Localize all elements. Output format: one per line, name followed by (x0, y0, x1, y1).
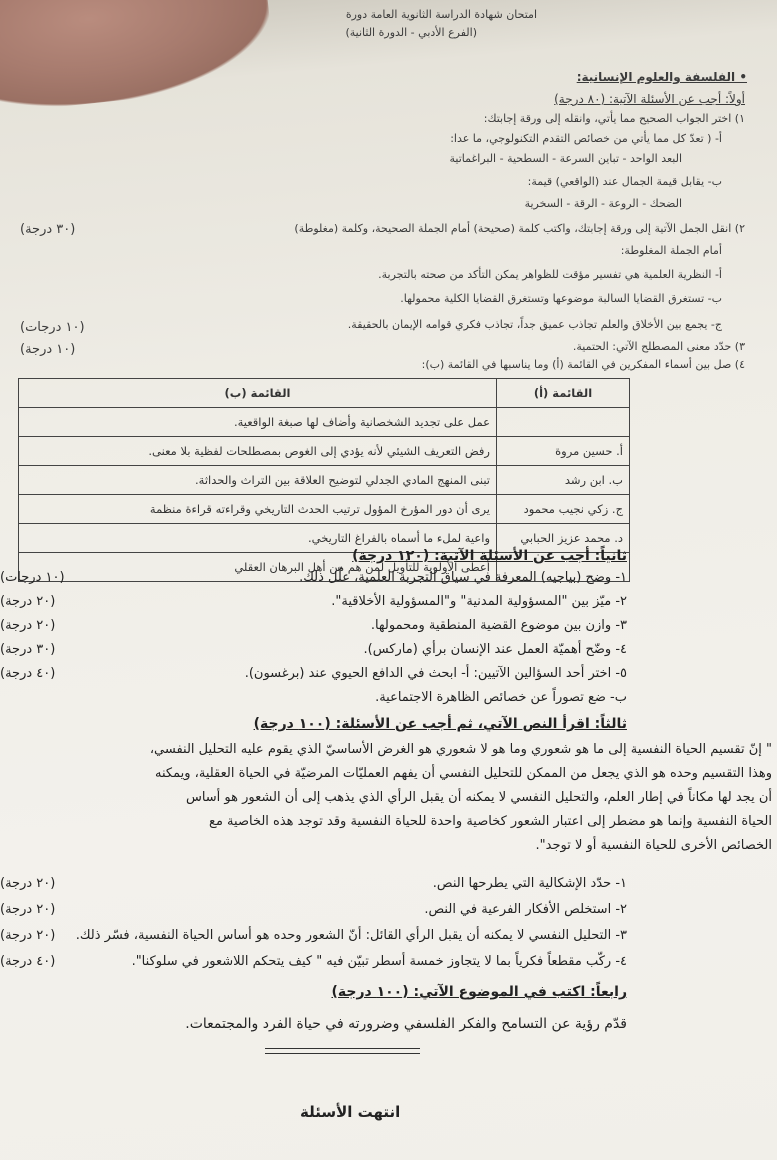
divider-line (265, 1048, 420, 1049)
table-cell-a: أ. حسين مروة (497, 437, 630, 466)
part2-item-5b: ب- ضع تصوراً عن خصائص الظاهرة الاجتماعية. (375, 690, 627, 705)
q2-item-c: ج- يجمع بين الأخلاق والعلم تجاذب عميق جداً، تجاذب فكري قوامه الإيمان بالحقيقة. (347, 318, 722, 331)
table-row (19, 466, 630, 495)
part3-question: ١- حدّد الإشكالية التي يطرحها النص. (432, 876, 627, 891)
table-cell-a (497, 408, 630, 437)
table-row (19, 437, 630, 466)
q3-text: ٣) حدّد معنى المصطلح الآتي: الحتمية. (572, 340, 745, 353)
part2-item-mark: (٤٠ درجة) (0, 666, 56, 681)
table-cell-a: ج. زكي نجيب محمود (497, 495, 630, 524)
table-row (19, 408, 630, 437)
q2-mark: (٣٠ درجة) (20, 222, 76, 237)
part4-title: رابعاً: اكتب في الموضوع الآتي: (١٠٠ درجة) (331, 984, 627, 1000)
part3-question-mark: (٢٠ درجة) (0, 928, 56, 943)
part1-title: أولاً: أجب عن الأسئلة الآتية: (٨٠ درجة) (554, 92, 745, 106)
table-cell-b: عمل على تجديد الشخصانية وأضاف لها صبغة الواقعية. (19, 408, 497, 437)
part2-item-mark: (٢٠ درجة) (0, 594, 56, 609)
q2-item-b: ب- تستغرق القضايا السالبة موضوعها وتستغرق القضايا الكلية محمولها. (400, 292, 722, 305)
part3-question-mark: (٤٠ درجة) (0, 954, 56, 969)
part2-item-mark: (٣٠ درجة) (0, 642, 56, 657)
table-header-b: القائمة (ب) (19, 379, 497, 408)
table-cell-a: ب. ابن رشد (497, 466, 630, 495)
q1a-text: أ- ( تعدّ كل مما يأتي من خصائص التقدم التكنولوجي، ما عدا: (450, 132, 722, 145)
q1b-text: ب- يقابل قيمة الجمال عند (الواقعي) قيمة: (527, 175, 722, 188)
table-cell-b: تبنى المنهج المادي الجدلي لتوضيح العلاقة بين التراث والحداثة. (19, 466, 497, 495)
part4-topic: قدّم رؤية عن التسامح والفكر الفلسفي وضرورته في حياة الفرد والمجتمعات. (185, 1016, 627, 1032)
passage-line: " إنّ تقسيم الحياة النفسية إلى ما هو شعوري وما هو لا شعوري هو الغرض الأساسيّ الذي يقوم عليه التحليل النفسي، (149, 742, 772, 757)
q1a-options: البعد الواحد - تباين السرعة - السطحية - البراغماتية (449, 152, 682, 165)
part3-question-mark: (٢٠ درجة) (0, 876, 56, 891)
part2-item: ٥- اختر أحد السؤالين الآتيين: أ- ابحث في الدافع الحيوي عند (برغسون). (244, 666, 627, 681)
q2-text: ٢) انقل الجمل الآتية إلى ورقة إجابتك، واكتب كلمة (صحيحة) أمام الجملة الصحيحة، وكلمة (مغلوطة) (294, 222, 745, 235)
part3-question-mark: (٢٠ درجة) (0, 902, 56, 917)
q1b-options: الضحك - الروعة - الرقة - السخرية (524, 197, 682, 210)
part2-item: ٣- وازن بين موضوع القضية المنطقية ومحمولها. (370, 618, 627, 633)
part3-question: ٣- التحليل النفسي لا يمكنه أن يقبل الرأي القائل: أنّ الشعور وحده هو أساس الحياة النفسية، فسّر ذلك. (75, 928, 627, 943)
divider-line (265, 1053, 420, 1054)
q2-item-a: أ- النظرية العلمية هي تفسير مؤقت للظواهر يمكن التأكد من صحته بالتجربة. (378, 268, 722, 281)
exam-header-line2: (الفرع الأدبي - الدورة الثانية) (345, 26, 477, 39)
part3-question: ٢- استخلص الأفكار الفرعية في النص. (424, 902, 627, 917)
table-cell-b: أعطى الأولوية للتأويل لمن هم من أهل البرهان العقلي (19, 553, 497, 582)
table-cell-b: يرى أن دور المؤرخ المؤول ترتيب الحدث التاريخي وقراءته قراءة منظمة (19, 495, 497, 524)
part2-item-mark: (٢٠ درجة) (0, 618, 56, 633)
q4-text: ٤) صل بين أسماء المفكرين في القائمة (أ) وما يناسبها في القائمة (ب): (421, 358, 745, 371)
part3-title: ثالثاً: اقرأ النص الآتي، ثم أجب عن الأسئلة: (١٠٠ درجة) (253, 716, 627, 732)
end-of-questions: انتهت الأسئلة (300, 1103, 401, 1121)
subject-title: • الفلسفة والعلوم الإنسانية: (576, 70, 747, 84)
table-header-a: القائمة (أ) (497, 379, 630, 408)
passage-line: الخصائص الأخرى للحياة النفسية أو لا توجد". (535, 838, 772, 853)
table-row (19, 495, 630, 524)
table-header-row (19, 379, 630, 408)
q2-item-c-mark: (١٠ درجات) (20, 320, 85, 335)
part2-item: ٢- ميّز بين "المسؤولية المدنية" و"المسؤولية الأخلاقية". (331, 594, 627, 609)
q2-text-b: أمام الجملة المغلوطة: (620, 244, 722, 257)
table-cell-b: رفض التعريف الشيئي لأنه يؤدي إلى الغوص بمصطلحات لفظية بلا معنى. (19, 437, 497, 466)
passage-line: وهذا التقسيم وحده هو الذي يجعل من الممكن للتحليل النفسي أن يفهم العمليّات المرضيّة في الحياة العقلية، ويمكنه (155, 766, 772, 781)
exam-header-line1: امتحان شهادة الدراسة الثانوية العامة دورة (345, 8, 537, 21)
passage-line: أن يجد لها مكاناً في إطار العلم، والتحليل النفسي لا يمكنه أن يقبل الرأي الذي يذهب إلى أن الشعور هو أساس (185, 790, 772, 805)
part2-item: ٤- وضّح أهميّة العمل عند الإنسان برأي (ماركس). (363, 642, 627, 657)
q3-mark: (١٠ درجة) (20, 342, 76, 357)
part2-item-mark: (١٠ درجات) (0, 570, 65, 585)
table-cell-b: واعية لملء ما أسماه بالفراغ التاريخي. (19, 524, 497, 553)
part2-title: ثانياً: أجب عن الأسئلة الآتية: (١٢٠ درجة) (352, 548, 627, 564)
q1-text: ١) اختر الجواب الصحيح مما يأتي، وانقله إلى ورقة إجابتك: (483, 112, 745, 125)
part2-item: ١- وضح (بياجيه) المعرفة في سياق التجربة العلمية، علّل ذلك. (299, 570, 627, 585)
table-cell-a: د. محمد عزيز الحبابي (497, 524, 630, 553)
passage-line: الحياة النفسية وإنما هو مضطر إلى اعتبار الشعور كخاصية واحدة للحياة النفسية وقد توجد هذه الخاصية مع (209, 814, 772, 829)
part3-question: ٤- ركّب مقطعاً فكرياً بما لا يتجاوز خمسة أسطر تبيّن فيه " كيف يتحكم اللاشعور في سلوكنا". (131, 954, 627, 969)
